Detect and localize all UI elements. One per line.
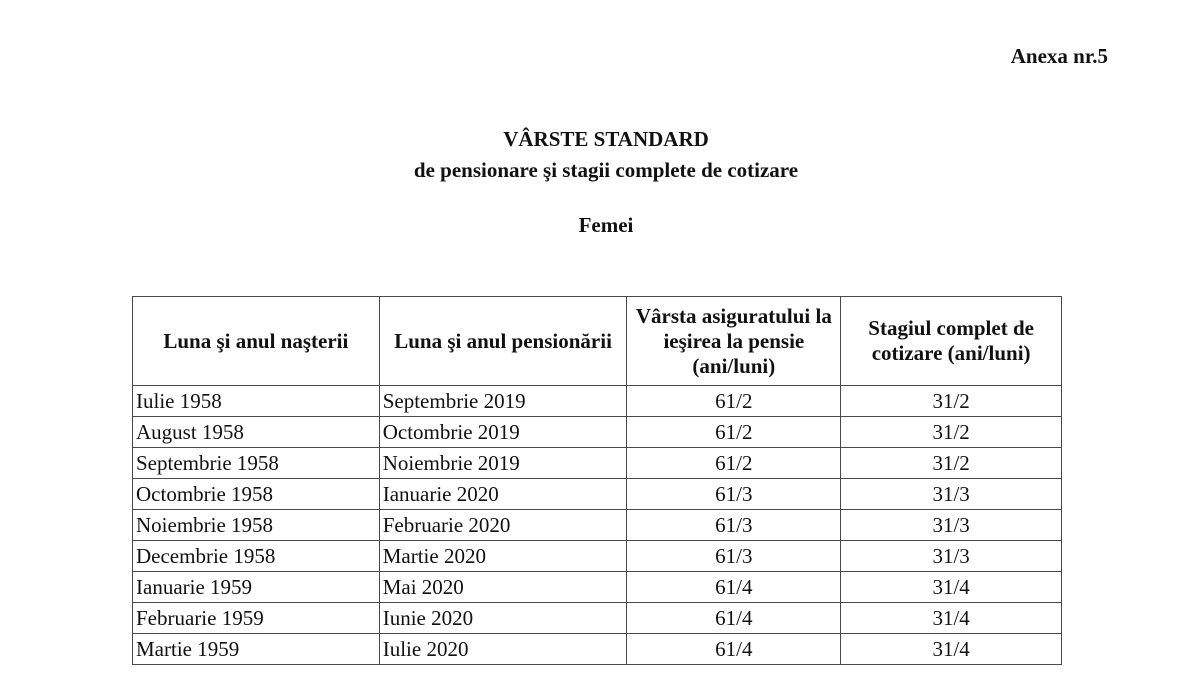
header-retirement-age: Vârsta asiguratului la ieşirea la pensie (ani/luni) (627, 297, 841, 386)
document-header (0, 124, 1200, 241)
table-row (133, 541, 1062, 572)
cell-age: 61/2 (627, 448, 841, 479)
table-row (133, 386, 1062, 417)
cell-stage: 31/4 (841, 634, 1062, 665)
cell-age: 61/3 (627, 479, 841, 510)
annex-label: Anexa nr.5 (1010, 44, 1108, 68)
header-spacer (0, 186, 1200, 210)
cell-stage: 31/4 (841, 603, 1062, 634)
cell-stage: 31/4 (841, 572, 1062, 603)
cell-birth: Octombrie 1958 (133, 479, 380, 510)
cell-age: 61/3 (627, 510, 841, 541)
table-row (133, 448, 1062, 479)
cell-stage: 31/2 (841, 417, 1062, 448)
table-row (133, 634, 1062, 665)
cell-retirement: Mai 2020 (379, 572, 627, 603)
table-row (133, 510, 1062, 541)
document-title: VÂRSTE STANDARD (503, 127, 709, 151)
cell-age: 61/4 (627, 572, 841, 603)
cell-age: 61/4 (627, 603, 841, 634)
cell-birth: Martie 1959 (133, 634, 380, 665)
cell-retirement: Octombrie 2019 (379, 417, 627, 448)
cell-birth: Februarie 1959 (133, 603, 380, 634)
cell-stage: 31/2 (841, 448, 1062, 479)
cell-retirement: Iunie 2020 (379, 603, 627, 634)
section-title: Femei (578, 213, 634, 237)
table-row (133, 572, 1062, 603)
table-header-row (133, 297, 1062, 386)
retirement-age-table (132, 296, 1062, 665)
cell-birth: Decembrie 1958 (133, 541, 380, 572)
cell-age: 61/3 (627, 541, 841, 572)
cell-birth: August 1958 (133, 417, 380, 448)
cell-birth: Noiembrie 1958 (133, 510, 380, 541)
cell-birth: Iulie 1958 (133, 386, 380, 417)
cell-stage: 31/3 (841, 541, 1062, 572)
cell-age: 61/2 (627, 386, 841, 417)
cell-stage: 31/2 (841, 386, 1062, 417)
cell-stage: 31/3 (841, 479, 1062, 510)
header-contribution-period: Stagiul complet de cotizare (ani/luni) (841, 297, 1062, 386)
header-birth-month: Luna şi anul naşterii (133, 297, 380, 386)
cell-retirement: Iulie 2020 (379, 634, 627, 665)
cell-birth: Ianuarie 1959 (133, 572, 380, 603)
cell-retirement: Ianuarie 2020 (379, 479, 627, 510)
cell-stage: 31/3 (841, 510, 1062, 541)
cell-age: 61/4 (627, 634, 841, 665)
cell-retirement: Septembrie 2019 (379, 386, 627, 417)
document-subtitle: de pensionare şi stagii complete de cotizare (413, 158, 799, 182)
table-row (133, 479, 1062, 510)
cell-retirement: Februarie 2020 (379, 510, 627, 541)
header-retirement-month: Luna şi anul pensionării (379, 297, 627, 386)
cell-birth: Septembrie 1958 (133, 448, 380, 479)
cell-retirement: Noiembrie 2019 (379, 448, 627, 479)
cell-retirement: Martie 2020 (379, 541, 627, 572)
table-row (133, 417, 1062, 448)
table-row (133, 603, 1062, 634)
cell-age: 61/2 (627, 417, 841, 448)
